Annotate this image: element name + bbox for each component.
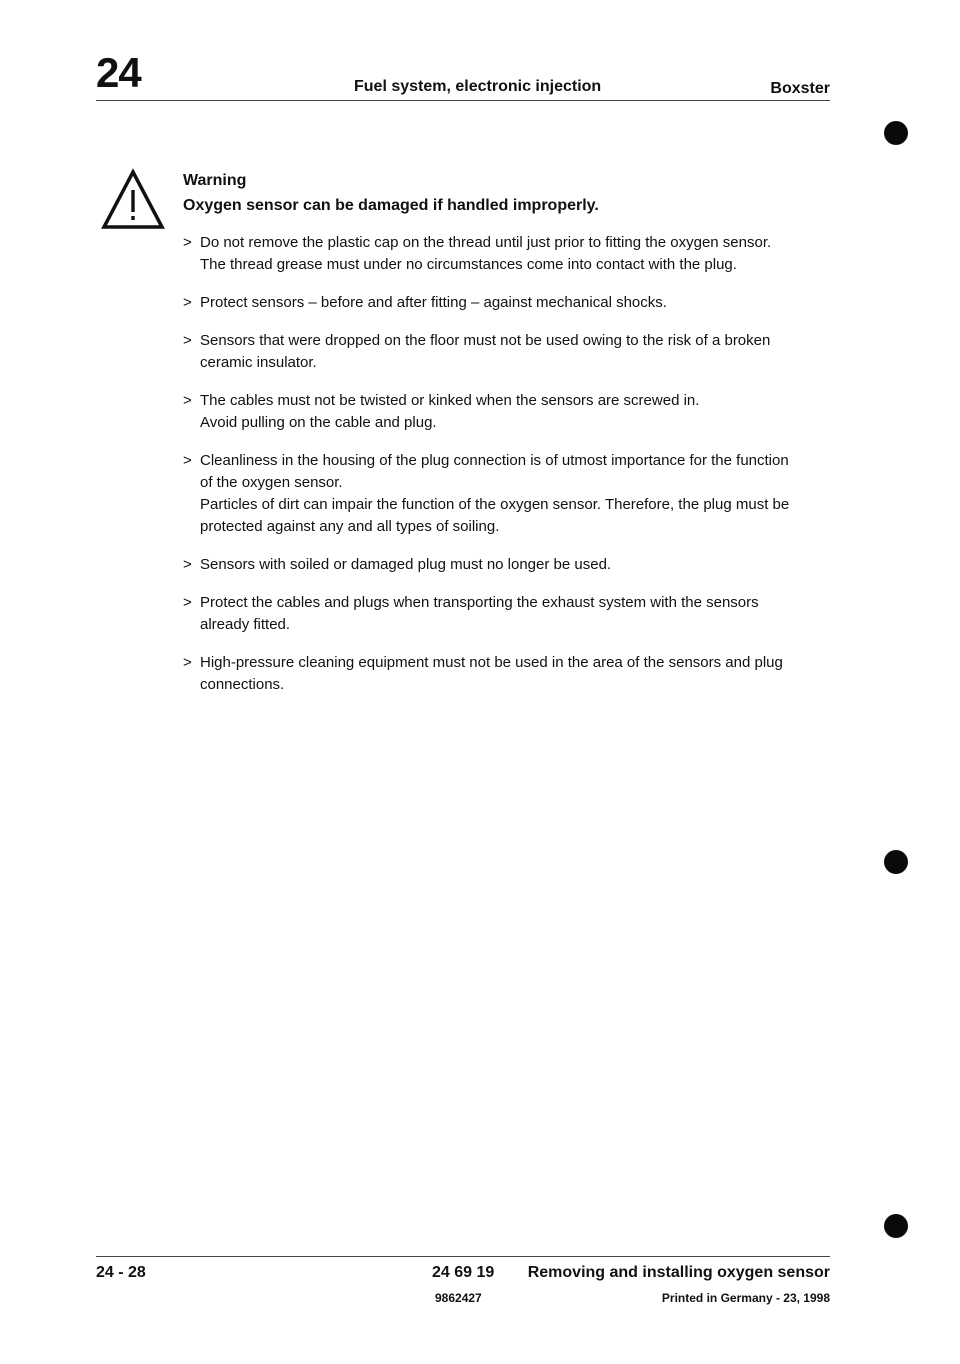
- printed-info: Printed in Germany - 23, 1998: [661, 1291, 830, 1305]
- list-item: [183, 292, 843, 314]
- item-line: Avoid pulling on the cable and plug.: [200, 414, 437, 431]
- punch-hole-middle: [884, 850, 908, 874]
- list-item: [183, 450, 843, 538]
- header-rule: [96, 100, 830, 101]
- item-line: > Sensors that were dropped on the floor must not be used owing to the risk of a broken: [200, 332, 771, 349]
- item-line: ceramic insulator.: [200, 354, 317, 371]
- item-line: Particles of dirt can impair the function of the oxygen sensor. Therefore, the plug must be: [200, 496, 790, 513]
- item-line: already fitted.: [200, 616, 291, 633]
- item-line: > Do not remove the plastic cap on the thread until just prior to fitting the oxygen sensor.: [200, 234, 772, 251]
- item-line: The thread grease must under no circumstances come into contact with the plug.: [200, 256, 737, 273]
- list-item: [183, 330, 843, 374]
- list-item: [183, 232, 843, 276]
- section-title: Removing and installing oxygen sensor: [527, 1264, 830, 1281]
- page-number: 24 - 28: [96, 1264, 146, 1281]
- item-line: of the oxygen sensor.: [200, 474, 343, 491]
- header-title: Fuel system, electronic injection: [354, 78, 602, 95]
- item-line: protected against any and all types of soiling.: [200, 518, 500, 535]
- item-line: > Protect sensors – before and after fitting – against mechanical shocks.: [200, 294, 667, 311]
- list-item: [183, 592, 843, 636]
- list-item: [183, 390, 843, 434]
- chapter-number: 24: [96, 49, 141, 96]
- punch-hole-bottom: [884, 1214, 908, 1238]
- footer-rule: [96, 1256, 830, 1257]
- document-number: 9862427: [435, 1291, 482, 1305]
- item-line: > High-pressure cleaning equipment must not be used in the area of the sensors and plug: [200, 654, 783, 671]
- list-item: [183, 652, 843, 696]
- item-line: > Protect the cables and plugs when transporting the exhaust system with the sensors: [200, 594, 759, 611]
- warning-subheading: Oxygen sensor can be damaged if handled improperly.: [183, 197, 599, 214]
- warning-heading: Warning: [183, 172, 247, 189]
- list-item: [183, 554, 843, 576]
- header-model: Boxster: [770, 80, 830, 97]
- section-code: 24 69 19: [432, 1264, 495, 1281]
- item-line: connections.: [200, 676, 285, 693]
- punch-hole-top: [884, 121, 908, 145]
- item-line: > The cables must not be twisted or kinked when the sensors are screwed in.: [200, 392, 700, 409]
- warning-items-list: [183, 232, 843, 712]
- item-line: > Sensors with soiled or damaged plug must no longer be used.: [200, 556, 612, 573]
- item-line: > Cleanliness in the housing of the plug connection is of utmost importance for the function: [200, 452, 789, 469]
- warning-triangle-icon: [100, 168, 166, 237]
